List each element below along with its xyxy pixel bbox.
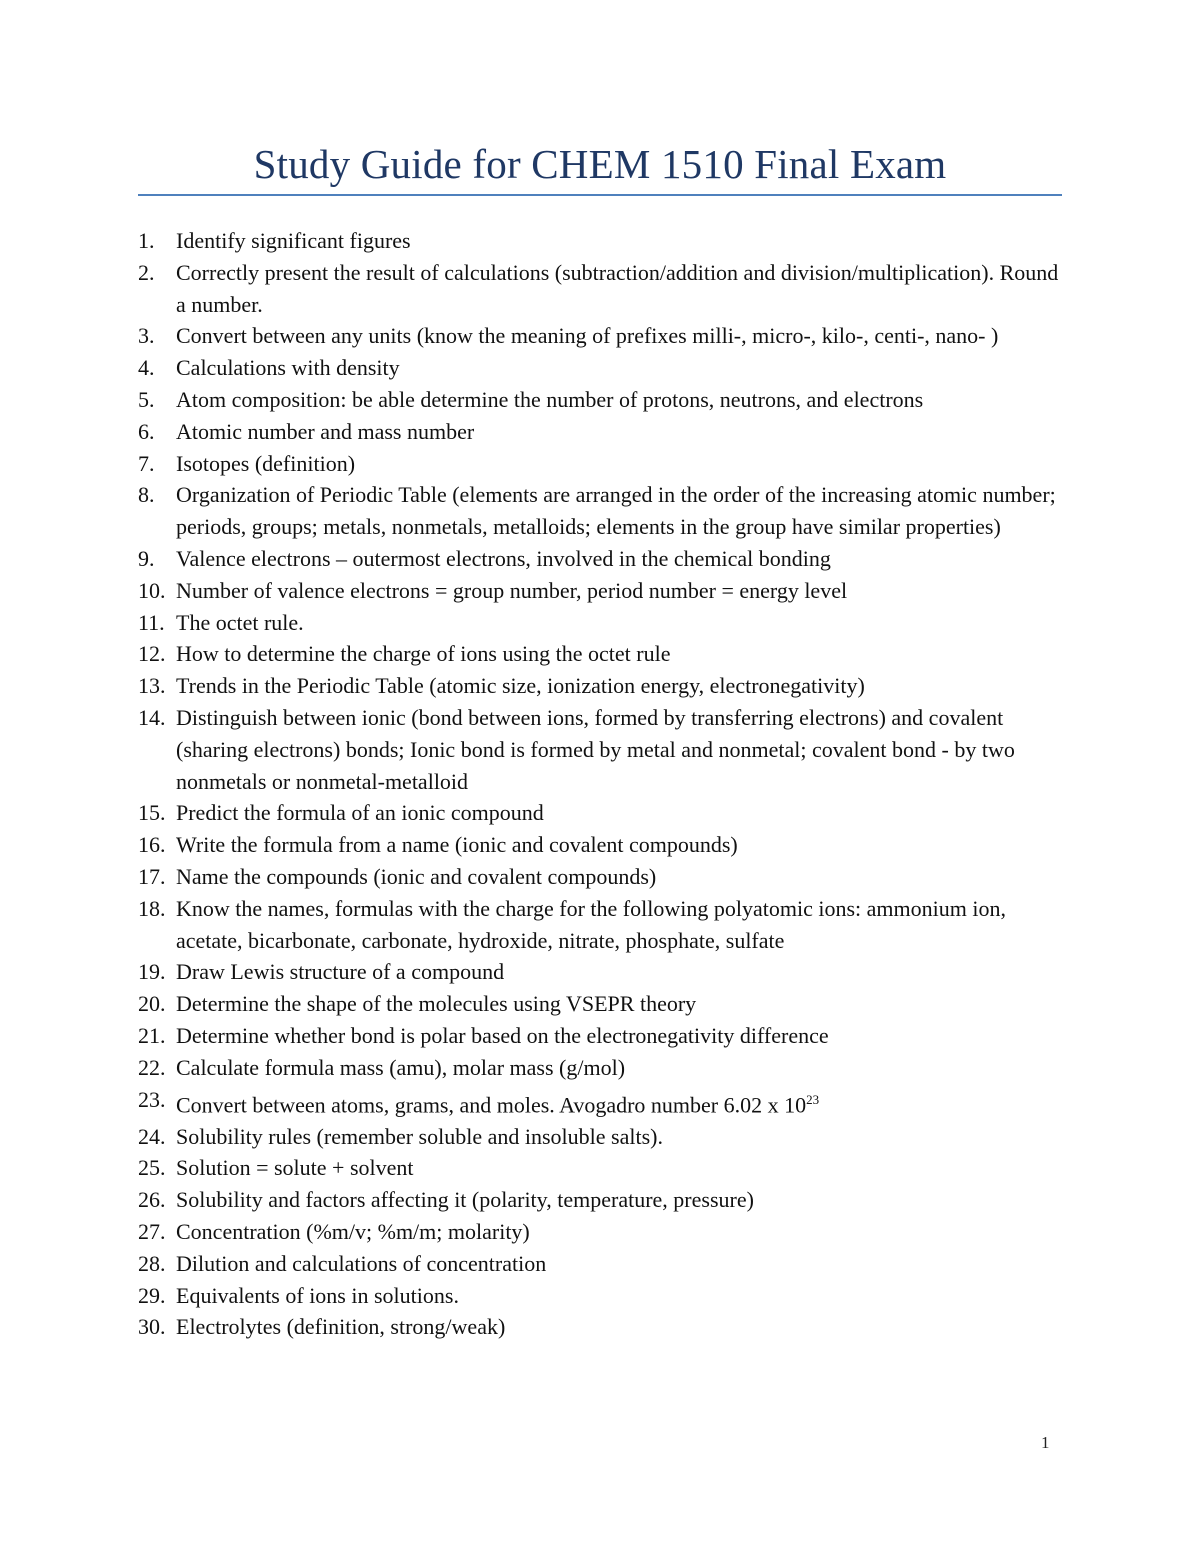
list-item [138, 1121, 1062, 1153]
item-text: Equivalents of ions in solutions. [176, 1282, 459, 1308]
item-number: 14. [138, 704, 166, 730]
item-number: 7. [138, 450, 155, 476]
list-item [138, 352, 1062, 384]
item-text: Solubility rules (remember soluble and insoluble salts). [176, 1123, 663, 1149]
item-text: Calculate formula mass (amu), molar mass (g/mol) [176, 1054, 626, 1080]
exponent: 23 [806, 1091, 820, 1107]
list-item [138, 320, 1062, 352]
item-number: 12. [138, 641, 166, 667]
list-item [138, 1216, 1062, 1248]
item-text: Convert between any units (know the meaning of prefixes milli-, micro-, kilo-, centi-, nano- ) [176, 323, 999, 349]
item-text: Predict the formula of an ionic compound [176, 800, 544, 826]
item-number: 19. [138, 959, 166, 985]
item-number: 11. [138, 609, 165, 635]
list-item [138, 448, 1062, 480]
item-text: Determine the shape of the molecules using VSEPR theory [176, 991, 697, 1017]
item-text: Determine whether bond is polar based on the electronegativity difference [176, 1022, 829, 1048]
list-item [138, 702, 1062, 797]
page-number: 1 [1041, 1433, 1050, 1452]
list-item [138, 638, 1062, 670]
item-text: Dilution and calculations of concentration [176, 1250, 547, 1276]
list-item [138, 1020, 1062, 1052]
item-number: 29. [138, 1282, 166, 1308]
item-number: 17. [138, 863, 166, 889]
item-text: Isotopes (definition) [176, 450, 356, 476]
item-number: 27. [138, 1219, 166, 1245]
item-number: 2. [138, 259, 155, 285]
list-item [138, 607, 1062, 639]
item-number: 13. [138, 673, 166, 699]
item-text: Calculations with density [176, 355, 400, 381]
list-item [138, 893, 1062, 957]
item-text: Number of valence electrons = group number, period number = energy level [176, 577, 848, 603]
page-title: Study Guide for CHEM 1510 Final Exam [253, 141, 947, 187]
item-text: Valence electrons – outermost electrons, involved in the chemical bonding [176, 545, 831, 571]
item-text: Atomic number and mass number [176, 418, 475, 444]
item-number: 4. [138, 355, 155, 381]
item-text: Distinguish between ionic (bond between ions, formed by transferring electrons) and covalent (sharing electrons) bonds; Ionic bond is formed by metal and nonmetal; covalent bond - by two nonmetals or nonmetal-metalloid [176, 704, 1015, 794]
item-text: Organization of Periodic Table (elements are arranged in the order of the increasing atomic number; periods, groups; metals, nonmetals, metalloids; elements in the group have similar properties) [176, 482, 1056, 540]
list-item [138, 1248, 1062, 1280]
item-number: 30. [138, 1314, 166, 1340]
item-number: 9. [138, 545, 155, 571]
list-item [138, 861, 1062, 893]
list-item [138, 670, 1062, 702]
item-text: Trends in the Periodic Table (atomic size, ionization energy, electronegativity) [176, 673, 865, 699]
item-number: 1. [138, 228, 155, 253]
item-text: Convert between atoms, grams, and moles. Avogadro number 6.02 x 10 [176, 1091, 807, 1117]
item-number: 18. [138, 895, 166, 921]
list-item [138, 257, 1062, 321]
item-text: Draw Lewis structure of a compound [176, 959, 505, 985]
title-underline [138, 194, 1062, 196]
item-text: Electrolytes (definition, strong/weak) [176, 1314, 506, 1340]
item-number: 16. [138, 832, 166, 858]
item-text: Name the compounds (ionic and covalent compounds) [176, 863, 657, 889]
item-number: 26. [138, 1187, 166, 1213]
item-text: Concentration (%m/v; %m/m; molarity) [176, 1219, 530, 1245]
item-text: Solubility and factors affecting it (polarity, temperature, pressure) [176, 1187, 754, 1213]
item-text: Correctly present the result of calculations (subtraction/addition and division/multiplication). Round a number. [176, 259, 1059, 317]
list-item [138, 1084, 1062, 1121]
item-text: Write the formula from a name (ionic and covalent compounds) [176, 832, 738, 858]
item-number: 22. [138, 1054, 166, 1080]
item-number: 24. [138, 1123, 166, 1149]
item-text: Know the names, formulas with the charge for the following polyatomic ions: ammonium ion, acetate, bicarbonate, carbonate, hydroxide, nitrate, phosphate, sulfate [176, 895, 1006, 953]
list-item [138, 797, 1062, 829]
list-item [138, 1280, 1062, 1312]
list-item [138, 1152, 1062, 1184]
item-text: Identify significant figures [176, 228, 411, 253]
list-item [138, 384, 1062, 416]
item-number: 3. [138, 323, 155, 349]
item-number: 21. [138, 1022, 166, 1048]
item-number: 8. [138, 482, 155, 508]
list-item [138, 1052, 1062, 1084]
item-number: 5. [138, 386, 155, 412]
list-item [138, 416, 1062, 448]
item-text: The octet rule. [176, 609, 304, 635]
list-item [138, 479, 1062, 543]
item-number: 28. [138, 1250, 166, 1276]
item-number: 6. [138, 418, 155, 444]
item-text: Solution = solute + solvent [176, 1155, 414, 1181]
list-item [138, 988, 1062, 1020]
list-item [138, 829, 1062, 861]
item-text: Atom composition: be able determine the number of protons, neutrons, and electrons [176, 386, 924, 412]
item-number: 20. [138, 991, 166, 1017]
item-number: 23. [138, 1086, 166, 1112]
list-item [138, 575, 1062, 607]
list-item [138, 956, 1062, 988]
item-number: 10. [138, 577, 166, 603]
item-text-avogadro [176, 1084, 1062, 1121]
item-number: 15. [138, 800, 166, 826]
item-text: How to determine the charge of ions using the octet rule [176, 641, 671, 667]
list-item [138, 225, 1062, 257]
list-item [138, 543, 1062, 575]
study-topics-list [138, 225, 1062, 1343]
item-number: 25. [138, 1155, 166, 1181]
list-item [138, 1184, 1062, 1216]
list-item [138, 1311, 1062, 1343]
